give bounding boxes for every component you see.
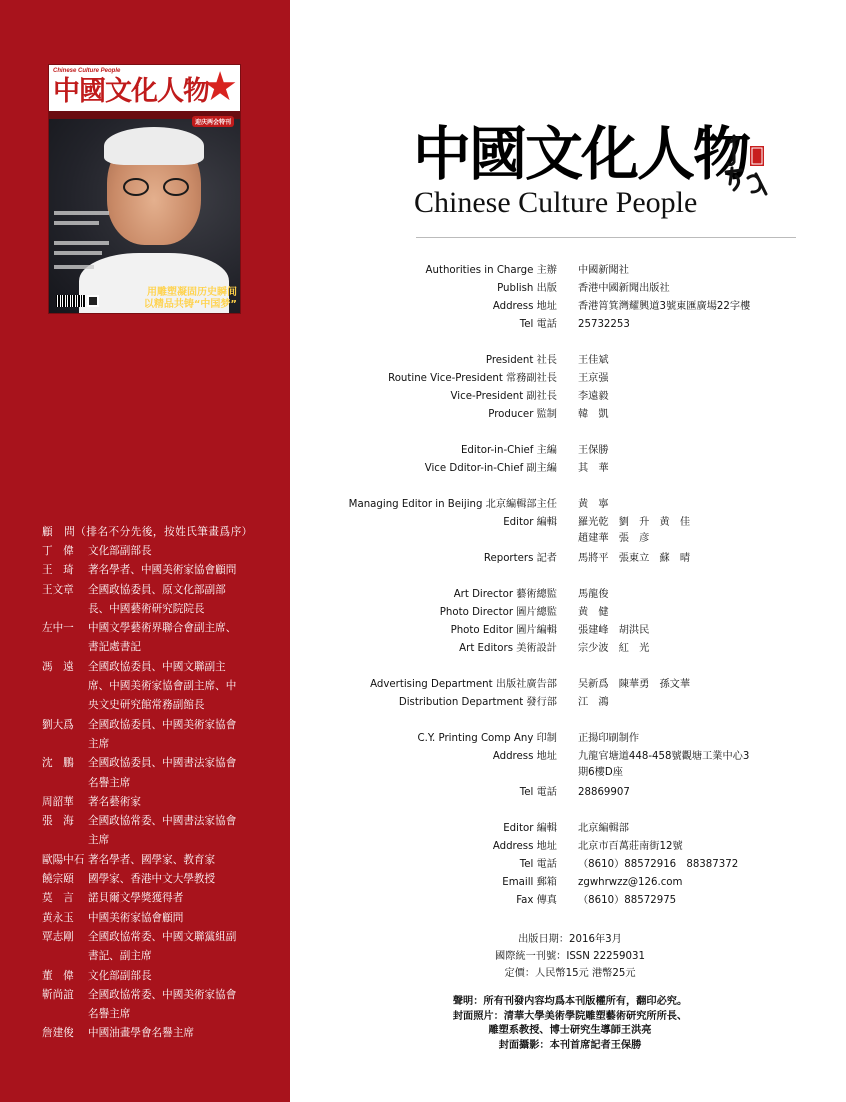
notice-line: 封面照片：清華大學美術學院雕塑藝術研究所所長、	[452, 1010, 688, 1022]
credit-value: 宗少波 紅 光	[578, 643, 650, 654]
advisor-entry	[42, 909, 287, 928]
credit-label: Tel 電話	[519, 787, 557, 798]
credit-value: 江 鴻	[578, 697, 609, 708]
credit-label: Fax 傳真	[516, 895, 557, 906]
credit-row	[300, 263, 629, 279]
cover-english-title: Chinese Culture People	[53, 68, 121, 74]
credit-label: Emaill 郵箱	[502, 877, 557, 888]
advisor-title	[88, 986, 287, 1025]
cover-side-text	[54, 241, 109, 245]
glasses-icon	[121, 178, 191, 196]
credit-value: 羅光乾 劉 升 黄 佳	[578, 517, 691, 528]
credit-value: 王佳斌	[578, 355, 609, 366]
credit-value: 張建峰 胡洪民	[578, 625, 650, 636]
cover-side-text	[54, 221, 99, 225]
advisor-title	[88, 619, 287, 658]
advisor-entry	[42, 889, 287, 908]
advisor-name: 莫 言	[42, 892, 74, 905]
credit-row	[300, 731, 640, 747]
credit-value-continued: 期6樓D座	[578, 767, 623, 778]
advisor-title-line: 文化部副部長	[88, 969, 152, 982]
advisor-entry	[42, 754, 287, 793]
advisor-title-line: 中國文學藝術界聯合會副主席、	[88, 622, 237, 635]
advisor-title-line: 文化部副部長	[88, 545, 152, 557]
credit-row	[300, 821, 629, 837]
advisor-title-line: 書記處書記	[88, 641, 141, 654]
advisor-title	[88, 928, 287, 967]
credit-value: 香港中國新聞出版社	[578, 283, 670, 294]
advisor-name: 丁 偉	[42, 545, 74, 557]
advisor-title-line: 全國政協常委、中國美術家協會	[88, 988, 237, 1001]
advisor-title-line: 書記、副主席	[88, 950, 152, 963]
advisor-title-line: 全國政協委員、中國書法家協會	[88, 757, 237, 770]
credit-row	[300, 875, 683, 891]
advisor-title	[88, 870, 287, 889]
cover-headline	[107, 287, 237, 311]
credit-row	[300, 893, 677, 909]
credit-label: Editor 編輯	[503, 823, 557, 834]
advisor-title-line: 全國政協委員、中國美術家協會	[88, 718, 237, 731]
advisor-title-line: 長、中國藝術研究院院長	[88, 602, 205, 615]
credit-label: Distribution Department 發行部	[398, 697, 557, 708]
credit-row	[300, 677, 691, 693]
advisor-title	[88, 561, 287, 580]
credit-label: Authorities in Charge 主辦	[425, 265, 557, 276]
credit-value: （8610）88572916 88387372	[578, 859, 739, 870]
credit-label: Producer 監制	[488, 409, 557, 420]
advisor-entry	[42, 986, 287, 1025]
credit-value: 馬將平 張東立 蘇 晴	[578, 553, 691, 564]
advisor-name: 周韶華	[42, 795, 74, 808]
publication-info	[420, 931, 720, 982]
credit-row	[300, 461, 609, 477]
advisor-title	[88, 851, 287, 870]
notice-line: 聲明：所有刊發内容均爲本刊版權所有，翻印必究。	[452, 996, 688, 1007]
credit-label: Art Editors 美術設計	[459, 643, 557, 654]
credit-row	[300, 605, 609, 621]
advisor-title	[88, 542, 287, 561]
credit-label: Publish 出版	[497, 283, 557, 294]
credit-label: Address 地址	[492, 301, 557, 312]
credit-label: President 社長	[485, 355, 557, 366]
credit-value: 正揚印刷制作	[578, 733, 640, 744]
advisor-name: 左中一	[42, 622, 74, 635]
advisor-title-line: 諾貝爾文學獎獲得者	[88, 892, 184, 905]
cover-headline-line: 用雕塑凝固历史瞬间	[147, 287, 237, 298]
advisor-entry	[42, 561, 287, 580]
magazine-cover-image	[48, 64, 241, 314]
credit-row	[300, 695, 609, 711]
cover-portrait-hair	[104, 127, 204, 165]
advisors-heading: 顧 問（排名不分先後，按姓氏筆畫爲序）	[42, 526, 253, 538]
credit-value: 韓 凱	[578, 409, 609, 420]
cover-side-text	[54, 211, 109, 215]
credit-label: Tel 電話	[519, 319, 557, 330]
notice-line: 雕塑系教授、博士研究生導師王洪亮	[488, 1025, 652, 1036]
credit-row	[300, 749, 750, 778]
credit-label: Address 地址	[492, 751, 557, 762]
credit-value: 九龍官塘道448-458號觀塘工業中心3	[578, 751, 750, 762]
credit-label: Tel 電話	[519, 859, 557, 870]
advisor-title-line: 央文史研究館常務副館長	[88, 699, 205, 712]
advisor-name: 王文章	[42, 583, 74, 596]
calligraphy-signature-seal	[722, 132, 770, 196]
credit-row	[300, 641, 650, 657]
advisor-title-line: 著名學者、中國美術家協會顧問	[88, 564, 237, 577]
credit-label: C.Y. Printing Comp Any 印制	[417, 733, 557, 744]
advisor-title	[88, 967, 287, 986]
advisor-entry	[42, 542, 287, 561]
cover-headline-line: 以精品共铸“中国梦”	[143, 299, 237, 310]
star-icon: ★	[202, 64, 238, 110]
credit-row	[300, 389, 609, 405]
credit-row	[300, 443, 609, 459]
cover-chinese-title: 中國文化人物	[53, 76, 209, 107]
advisor-title	[88, 812, 287, 851]
advisor-title	[88, 658, 287, 716]
advisor-entry	[42, 619, 287, 658]
advisor-name: 馮 遠	[42, 660, 74, 673]
credit-label: Address 地址	[492, 841, 557, 852]
credit-value: 王保勝	[578, 445, 609, 456]
credit-row	[300, 353, 609, 369]
credit-label: Vice Dditor-in-Chief 副主編	[424, 463, 557, 474]
advisor-title-line: 國學家、香港中文大學教授	[88, 873, 216, 886]
credit-row	[300, 281, 670, 297]
credit-label: Routine Vice-President 常務副社長	[388, 373, 557, 384]
advisor-entry	[42, 928, 287, 967]
credit-label: Photo Director 圖片總監	[439, 607, 557, 618]
credit-row	[300, 587, 609, 603]
credit-value: （8610）88572975	[578, 895, 677, 906]
advisor-title-line: 全國政協常委、中國書法家協會	[88, 815, 237, 828]
credit-value: 李遠毅	[578, 391, 609, 402]
advisor-title	[88, 1024, 287, 1043]
credit-value: 吴新爲 陳華勇 孫文華	[578, 679, 691, 690]
advisor-entry	[42, 851, 287, 870]
advisor-title-line: 著名學者、國學家、教育家	[88, 853, 216, 866]
issn: 國際統一刊號：ISSN 22259031	[495, 951, 645, 962]
advisor-name: 饒宗頤	[42, 873, 74, 886]
credit-value: 28869907	[578, 787, 630, 798]
credit-label: Advertising Department 出版社廣告部	[370, 679, 557, 690]
advisor-entry	[42, 870, 287, 889]
publication-date: 出版日期：2016年3月	[518, 934, 622, 945]
credit-value: 中國新聞社	[578, 265, 629, 276]
credit-value: 其 華	[578, 463, 609, 474]
advisor-title-line: 名譽主席	[88, 776, 131, 789]
credit-row	[300, 839, 683, 855]
masthead-logo	[413, 122, 749, 186]
credit-value: 黄 健	[578, 607, 609, 618]
advisor-entry	[42, 658, 287, 716]
credit-value: 馬龍俊	[578, 589, 609, 600]
advisor-name: 沈 鵬	[42, 757, 74, 770]
advisor-title-line: 主席	[88, 737, 110, 750]
advisor-entry	[42, 1024, 287, 1043]
advisor-entry	[42, 812, 287, 851]
advisor-title	[88, 889, 287, 908]
cover-side-text	[54, 265, 94, 269]
advisor-name: 歐陽中石	[42, 853, 85, 866]
advisor-title	[88, 581, 287, 620]
credit-row	[300, 515, 691, 544]
price: 定價：人民幣15元 港幣25元	[504, 968, 636, 979]
advisor-title-line: 全國政協常委、中國文聯黨組副	[88, 930, 237, 943]
advisor-entry	[42, 716, 287, 755]
advisor-title-line: 著名藝術家	[88, 795, 141, 808]
masthead-divider	[416, 237, 796, 238]
credit-value: 北京編輯部	[578, 823, 629, 834]
credit-label: Editor-in-Chief 主編	[460, 445, 557, 456]
qr-code	[87, 295, 99, 307]
credit-value: 黄 寧	[578, 499, 609, 510]
masthead-english-title: Chinese Culture People	[414, 186, 698, 219]
credit-row	[300, 551, 691, 567]
credit-label: Vice-President 副社長	[450, 391, 557, 402]
credit-label: Editor 編輯	[503, 517, 557, 528]
credit-label: Managing Editor in Beijing 北京編輯部主任	[348, 499, 557, 510]
advisor-title-line: 中國油畫學會名譽主席	[88, 1027, 194, 1040]
credit-row	[300, 407, 609, 423]
credit-row	[300, 317, 630, 333]
advisor-name: 劉大爲	[42, 718, 74, 731]
copyright-notice	[400, 995, 740, 1053]
advisor-entry	[42, 793, 287, 812]
barcode	[56, 295, 86, 307]
credit-label: Reporters 記者	[483, 553, 557, 564]
advisor-title-line: 席、中國美術家協會副主席、中	[88, 680, 237, 693]
advisor-name: 黄永玉	[42, 911, 74, 924]
advisor-title-line: 中國美術家協會顧問	[88, 911, 184, 924]
credit-row	[300, 371, 609, 387]
credit-value-continued: 趙建華 張 彦	[578, 533, 650, 544]
credit-value: 北京市百萬莊南街12號	[578, 841, 683, 852]
advisor-title	[88, 909, 287, 928]
credit-row	[300, 299, 751, 315]
credit-row	[300, 857, 739, 873]
advisor-title-line: 全國政協委員、中國文聯副主	[88, 660, 226, 673]
credit-row	[300, 623, 650, 639]
credit-value: 25732253	[578, 319, 630, 330]
advisor-title	[88, 716, 287, 755]
cover-special-badge: 迎庆两会特刊	[192, 116, 234, 127]
advisor-title-line: 名譽主席	[88, 1008, 131, 1021]
advisor-entry	[42, 581, 287, 620]
advisor-title-line: 主席	[88, 834, 110, 847]
advisor-name: 詹建俊	[42, 1027, 74, 1040]
credit-label: Art Director 藝術總監	[453, 589, 557, 600]
advisors-list	[42, 522, 287, 1044]
credit-value: 香港筲箕灣耀興道3號東匯廣場22字樓	[578, 301, 751, 312]
advisor-name: 王 琦	[42, 564, 74, 577]
advisor-name: 覃志剛	[42, 930, 74, 943]
credit-row	[300, 785, 630, 801]
credit-value: 王京强	[578, 373, 609, 384]
advisor-name: 張 海	[42, 815, 74, 828]
credit-row	[300, 497, 609, 513]
masthead-chinese-title: 中國文化人物	[413, 120, 750, 188]
advisor-name: 董 偉	[42, 969, 74, 982]
advisor-name: 靳尚誼	[42, 988, 74, 1001]
advisor-title	[88, 754, 287, 793]
advisor-entry	[42, 967, 287, 986]
advisor-title	[88, 793, 287, 812]
advisor-title-line: 全國政協委員、原文化部副部	[88, 583, 226, 596]
credit-value: zgwhrwzz@126.com	[578, 877, 683, 888]
cover-side-text	[54, 251, 102, 255]
credit-label: Photo Editor 圖片編輯	[450, 625, 557, 636]
notice-line: 封面攝影：本刊首席記者王保勝	[498, 1039, 642, 1051]
